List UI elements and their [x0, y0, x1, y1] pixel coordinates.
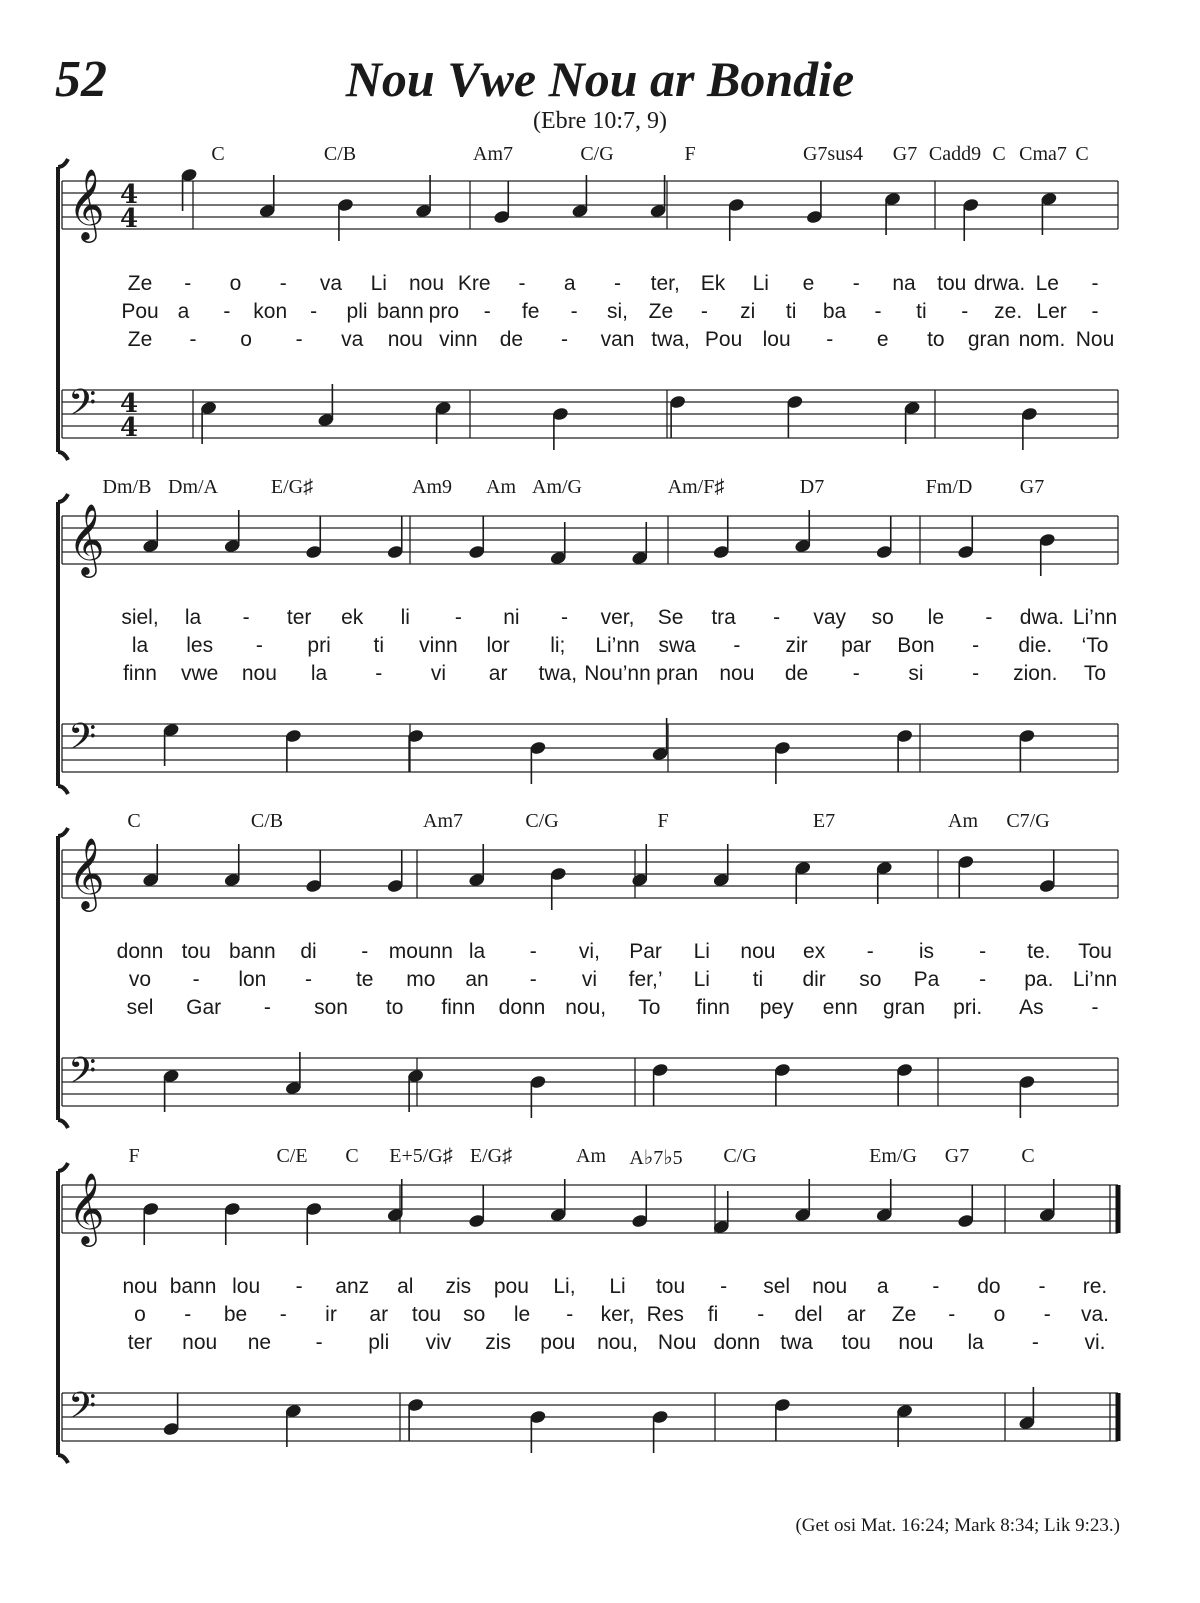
lyric-hyphen: - [733, 634, 741, 657]
chord-symbol: C [211, 143, 225, 165]
lyric-hyphen: - [223, 300, 231, 323]
lyric-syllable: Li [370, 272, 387, 295]
lyric-syllable: tou [655, 1275, 686, 1298]
lyric-syllable: nou, [597, 1331, 638, 1354]
chord-symbol: G7 [1019, 476, 1045, 498]
lyric-syllable: nou [898, 1331, 934, 1354]
lyric-syllable: finn [123, 662, 157, 685]
lyric-syllable: tou [937, 272, 967, 295]
lyric-syllable: donn [713, 1331, 761, 1354]
chord-symbol: E/G♯ [469, 1145, 513, 1167]
lyric-syllable: la [310, 662, 328, 685]
lyric-syllable: siel, [121, 606, 159, 629]
lyric-hyphen: - [979, 940, 987, 963]
lyric-hyphen: - [483, 300, 491, 323]
lyric-syllable: la [131, 634, 149, 657]
lyric-syllable: nou [740, 940, 776, 963]
lyric-syllable: Gar [186, 996, 222, 1019]
chord-symbol: C [127, 810, 141, 832]
lyric-syllable: ar [488, 662, 508, 685]
lyric-syllable: ze. [994, 300, 1023, 323]
hymn-title: Nou Vwe Nou ar Bondie [345, 51, 855, 107]
lyric-hyphen: - [757, 1303, 765, 1326]
lyric-hyphen: - [295, 328, 303, 351]
lyric-syllable: so [463, 1303, 486, 1326]
lyric-syllable: par [841, 634, 872, 657]
lyric-hyphen: - [375, 662, 383, 685]
lyric-syllable: ex [803, 940, 826, 963]
lyric-hyphen: - [529, 940, 537, 963]
lyric-syllable: o [229, 272, 242, 295]
chord-symbol: C/G [723, 1145, 757, 1167]
lyric-syllable: de [784, 662, 809, 685]
bass-clef-icon: 𝄢 [68, 382, 97, 433]
lyric-hyphen: - [295, 1275, 303, 1298]
lyric-syllable: ti [916, 300, 927, 323]
lyric-hyphen: - [985, 606, 993, 629]
lyric-syllable: pa. [1024, 968, 1054, 991]
lyric-hyphen: - [700, 300, 708, 323]
lyric-hyphen: - [310, 300, 318, 323]
chord-symbol: G7 [892, 143, 918, 165]
lyric-syllable: dir [802, 968, 826, 991]
system-bracket [58, 1163, 68, 1463]
treble-clef-icon: 𝄞 [68, 502, 105, 575]
lyric-syllable: del [794, 1303, 823, 1326]
lyric-syllable: mounn [388, 940, 453, 963]
lyric-syllable: re. [1082, 1275, 1108, 1298]
lyric-hyphen: - [305, 968, 313, 991]
bass-clef-icon: 𝄢 [68, 716, 97, 767]
lyric-syllable: pou [540, 1331, 576, 1354]
lyric-syllable: al [397, 1275, 414, 1298]
lyric-hyphen: - [263, 996, 271, 1019]
lyric-syllable: is [918, 940, 935, 963]
lyric-hyphen: - [614, 272, 621, 295]
lyric-hyphen: - [720, 1275, 728, 1298]
lyric-hyphen: - [560, 328, 568, 351]
lyric-syllable: to [927, 328, 945, 351]
lyric-hyphen: - [255, 634, 263, 657]
lyric-syllable: nou [241, 662, 277, 685]
lyric-syllable: a [177, 300, 190, 323]
lyric-hyphen: - [184, 1303, 192, 1326]
lyric-syllable: die. [1018, 634, 1053, 657]
chord-symbol: Dm/A [168, 476, 218, 498]
lyric-syllable: To [638, 996, 661, 1019]
lyric-syllable: Ze [127, 272, 153, 295]
chord-symbol: C [345, 1145, 359, 1167]
lyric-syllable: Nou [657, 1331, 697, 1354]
lyric-syllable: Res [646, 1303, 684, 1326]
lyric-syllable: Li [693, 968, 710, 991]
lyric-syllable: ar [846, 1303, 866, 1326]
lyric-hyphen: - [961, 300, 969, 323]
lyric-syllable: do [977, 1275, 1001, 1298]
chord-symbol: Cadd9 [928, 143, 982, 165]
chord-symbol: F [128, 1145, 140, 1167]
chord-symbol: C/B [250, 810, 284, 832]
lyric-syllable: o [134, 1303, 146, 1326]
lyric-syllable: Tou [1078, 940, 1112, 963]
lyric-syllable: ter [127, 1331, 153, 1354]
lyric-syllable: As [1019, 996, 1044, 1019]
lyric-syllable: sel [763, 1275, 791, 1298]
lyric-syllable: Pa [913, 968, 940, 991]
lyric-syllable: pri [307, 634, 331, 657]
lyric-syllable: ba [822, 300, 847, 323]
chord-symbol: D7 [799, 476, 825, 498]
lyric-syllable: Pou [121, 300, 159, 323]
chord-symbol: C [992, 143, 1006, 165]
lyric-syllable: o [993, 1303, 1006, 1326]
lyric-syllable: na [892, 272, 916, 295]
chord-symbol: Em/G [869, 1145, 917, 1167]
lyric-syllable: vi, [578, 940, 600, 963]
lyric-hyphen: - [874, 300, 882, 323]
lyric-syllable: lor [486, 634, 510, 657]
lyric-syllable: zis [445, 1275, 472, 1298]
chord-symbol: C [1021, 1145, 1035, 1167]
lyric-syllable: Li [752, 272, 769, 295]
lyric-syllable: a [876, 1275, 889, 1298]
lyric-syllable: ni [503, 606, 520, 629]
lyric-syllable: nou [408, 272, 445, 295]
lyric-syllable: vo [128, 968, 152, 991]
lyric-syllable: Kre [457, 272, 491, 295]
chord-symbol: C [1075, 143, 1089, 165]
lyric-syllable: nou [719, 662, 755, 685]
lyric-hyphen: - [518, 272, 526, 295]
lyric-syllable: Li, [553, 1275, 576, 1298]
lyric-syllable: twa, [651, 328, 690, 351]
lyric-syllable: swa [658, 634, 696, 657]
scripture-reference: (Ebre 10:7, 9) [533, 108, 667, 134]
lyric-syllable: ti [752, 968, 764, 991]
lyric-syllable: bann [169, 1275, 217, 1298]
lyric-syllable: Ze [648, 300, 674, 323]
chord-symbol: Fm/D [925, 476, 973, 498]
chord-symbol: Am [948, 810, 978, 832]
lyric-syllable: lou [232, 1275, 261, 1298]
lyric-syllable: To [1083, 662, 1107, 685]
time-signature-bottom: 4 [120, 204, 139, 234]
chord-symbol: Dm/B [102, 476, 152, 498]
lyric-syllable: si [908, 662, 924, 685]
chord-symbol: E7 [812, 810, 836, 832]
lyric-hyphen: - [454, 606, 462, 629]
lyric-syllable: Ek [700, 272, 726, 295]
system-bracket [58, 828, 68, 1128]
lyric-syllable: zir [785, 634, 808, 657]
lyric-syllable: Li’nn [1072, 606, 1118, 629]
lyric-syllable: donn [116, 940, 164, 963]
lyric-hyphen: - [852, 662, 860, 685]
lyric-syllable: ar [369, 1303, 389, 1326]
lyric-syllable: enn [822, 996, 858, 1019]
lyric-hyphen: - [1031, 1331, 1039, 1354]
lyric-syllable: zion. [1013, 662, 1058, 685]
chord-symbol: E/G♯ [270, 476, 314, 498]
lyric-syllable: ‘To [1081, 634, 1109, 657]
lyric-hyphen: - [279, 1303, 287, 1326]
lyric-syllable: twa [780, 1331, 813, 1354]
lyric-syllable: Pou [704, 328, 743, 351]
lyric-hyphen: - [189, 328, 197, 351]
lyric-syllable: tou [181, 940, 211, 963]
lyric-syllable: le [513, 1303, 531, 1326]
lyric-syllable: vinn [439, 328, 478, 351]
lyric-syllable: kon [253, 300, 288, 323]
treble-clef-icon: 𝄞 [68, 836, 105, 909]
lyric-hyphen: - [560, 606, 568, 629]
lyric-syllable: pran [656, 662, 699, 685]
lyric-hyphen: - [1038, 1275, 1046, 1298]
lyric-syllable: Li [609, 1275, 626, 1298]
lyric-syllable: vi [430, 662, 447, 685]
lyric-syllable: gran [967, 328, 1010, 351]
treble-clef-icon: 𝄞 [68, 167, 105, 240]
lyric-syllable: e [876, 328, 889, 351]
lyric-syllable: le [927, 606, 945, 629]
lyric-syllable: nou [182, 1331, 218, 1354]
lyric-syllable: nou [122, 1275, 158, 1298]
lyric-syllable: nou, [565, 996, 607, 1019]
lyric-syllable: to [385, 996, 404, 1019]
lyric-syllable: li [400, 606, 410, 629]
lyric-syllable: sel [126, 996, 154, 1019]
lyric-syllable: nou [812, 1275, 848, 1298]
lyric-syllable: la [468, 940, 486, 963]
lyric-syllable: ir [325, 1303, 337, 1326]
lyric-hyphen: - [932, 1275, 940, 1298]
lyric-syllable: Se [657, 606, 684, 629]
chord-symbol: C/B [323, 143, 357, 165]
lyric-syllable: Par [629, 940, 662, 963]
lyric-syllable: les [186, 634, 214, 657]
chord-symbol: E+5/G♯ [389, 1145, 453, 1167]
lyric-syllable: so [859, 968, 882, 991]
lyric-syllable: lon [238, 968, 267, 991]
lyric-syllable: Le [1035, 272, 1059, 295]
lyric-syllable: donn [498, 996, 546, 1019]
chord-symbol: Am/F♯ [667, 476, 725, 498]
system-bracket [58, 494, 68, 794]
chord-symbol: G7sus4 [802, 143, 864, 165]
lyric-hyphen: - [570, 300, 578, 323]
lyric-syllable: ter, [650, 272, 680, 295]
lyric-hyphen: - [1091, 272, 1099, 295]
time-signature-top: 4 [120, 180, 139, 210]
lyric-syllable: la [184, 606, 202, 629]
lyric-hyphen: - [1091, 996, 1099, 1019]
lyric-syllable: lou [762, 328, 791, 351]
lyric-syllable: Li’nn [595, 634, 640, 657]
lyric-syllable: gran [882, 996, 926, 1019]
chord-symbol: C/E [276, 1145, 308, 1167]
chord-symbol: F [657, 810, 669, 832]
lyric-syllable: Ze [891, 1303, 917, 1326]
lyric-syllable: va [319, 272, 343, 295]
lyric-hyphen: - [773, 606, 781, 629]
chord-symbol: G7 [944, 1145, 970, 1167]
lyric-syllable: mo [406, 968, 436, 991]
lyric-syllable: o [240, 328, 252, 351]
lyric-syllable: be [223, 1303, 248, 1326]
system-bracket [58, 159, 68, 460]
lyric-syllable: ver, [600, 606, 635, 629]
lyric-syllable: va. [1080, 1303, 1110, 1326]
lyric-hyphen: - [529, 968, 537, 991]
chord-symbol: Am/G [532, 476, 582, 498]
lyric-syllable: fe [521, 300, 540, 323]
chord-symbol: C/G [580, 143, 614, 165]
lyric-syllable: Li’nn [1072, 968, 1118, 991]
lyric-syllable: te. [1027, 940, 1051, 963]
chord-symbol: Cma7 [1019, 143, 1067, 165]
lyric-hyphen: - [566, 1303, 574, 1326]
lyric-syllable: bann [377, 300, 424, 323]
lyric-hyphen: - [184, 272, 192, 295]
lyric-syllable: ek [341, 606, 364, 629]
lyric-syllable: pey [759, 996, 794, 1019]
lyric-syllable: pou [493, 1275, 529, 1298]
lyric-syllable: Ler [1036, 300, 1067, 323]
lyric-syllable: anz [335, 1275, 370, 1298]
lyric-syllable: an [465, 968, 489, 991]
chord-symbol: Am7 [473, 143, 513, 165]
lyric-syllable: van [600, 328, 635, 351]
lyric-syllable: va [341, 328, 364, 351]
lyric-syllable: vwe [181, 662, 219, 685]
lyric-syllable: de [499, 328, 524, 351]
chord-symbol: F [684, 143, 696, 165]
lyric-syllable: bann [228, 940, 276, 963]
lyric-hyphen: - [279, 272, 287, 295]
lyric-syllable: si, [607, 300, 628, 323]
lyric-syllable: li; [550, 634, 566, 657]
time-signature-top: 4 [120, 389, 139, 419]
lyric-hyphen: - [1091, 300, 1099, 323]
lyric-syllable: son [314, 996, 348, 1019]
lyric-syllable: finn [441, 996, 476, 1019]
lyric-syllable: pro [428, 300, 460, 323]
chord-symbol: Am [486, 476, 516, 498]
chord-symbol: Am9 [412, 476, 452, 498]
chord-symbol: Am [576, 1145, 606, 1167]
lyric-syllable: e [802, 272, 815, 295]
lyric-hyphen: - [242, 606, 250, 629]
lyric-syllable: finn [696, 996, 730, 1019]
bass-clef-icon: 𝄢 [68, 1050, 97, 1101]
lyric-hyphen: - [866, 940, 874, 963]
chord-symbol: Am7 [423, 810, 463, 832]
lyric-hyphen: - [826, 328, 834, 351]
lyric-syllable: pli [368, 1331, 390, 1354]
lyric-syllable: pli [346, 300, 368, 323]
lyric-syllable: Ze [127, 328, 153, 351]
lyric-syllable: ne [247, 1331, 272, 1354]
lyric-hyphen: - [972, 634, 980, 657]
lyric-syllable: viv [425, 1331, 452, 1354]
lyric-syllable: la [967, 1331, 984, 1354]
lyric-syllable: tou [411, 1303, 442, 1326]
lyric-syllable: fer,’ [628, 968, 663, 991]
lyric-syllable: Nou’nn [584, 662, 651, 685]
lyric-syllable: Bon [897, 634, 935, 657]
lyric-hyphen: - [948, 1303, 956, 1326]
lyric-syllable: twa, [538, 662, 578, 685]
chord-symbol: C7/G [1006, 810, 1050, 832]
lyric-hyphen: - [1043, 1303, 1051, 1326]
lyric-hyphen: - [972, 662, 980, 685]
hymn-number: 52 [55, 51, 107, 108]
lyric-syllable: ter [286, 606, 312, 629]
lyric-syllable: so [871, 606, 894, 629]
lyric-syllable: vinn [419, 634, 458, 657]
lyric-syllable: vay [813, 606, 847, 629]
chord-symbol: C/G [525, 810, 559, 832]
lyric-syllable: drwa. [973, 272, 1026, 295]
lyric-hyphen: - [852, 272, 860, 295]
lyric-syllable: vi [581, 968, 597, 991]
lyric-hyphen: - [192, 968, 200, 991]
lyric-syllable: tra [711, 606, 736, 629]
lyric-syllable: te [355, 968, 374, 991]
lyric-syllable: Nou [1075, 328, 1115, 351]
treble-clef-icon: 𝄞 [68, 1171, 105, 1244]
lyric-syllable: vi. [1084, 1331, 1106, 1354]
lyric-hyphen: - [315, 1331, 323, 1354]
lyric-syllable: pri. [953, 996, 983, 1019]
lyric-syllable: nou [387, 328, 423, 351]
lyric-syllable: dwa. [1019, 606, 1065, 629]
lyric-syllable: fi [707, 1303, 719, 1326]
lyric-syllable: di [300, 940, 317, 963]
lyric-syllable: ti [373, 634, 384, 657]
footer-reference: (Get osi Mat. 16:24; Mark 8:34; Lik 9:23.) [795, 1515, 1120, 1536]
lyric-hyphen: - [979, 968, 987, 991]
bass-clef-icon: 𝄢 [68, 1385, 97, 1436]
lyric-syllable: nom. [1018, 328, 1066, 351]
chord-symbol: A♭7♭5 [629, 1147, 683, 1169]
lyric-syllable: zi [740, 300, 756, 323]
lyric-syllable: a [563, 272, 576, 295]
lyric-syllable: zis [485, 1331, 511, 1354]
lyric-syllable: Li [693, 940, 710, 963]
lyric-syllable: ker, [600, 1303, 635, 1326]
time-signature-bottom: 4 [120, 413, 139, 443]
lyric-syllable: tou [841, 1331, 871, 1354]
lyric-syllable: ti [785, 300, 797, 323]
lyric-hyphen: - [361, 940, 369, 963]
